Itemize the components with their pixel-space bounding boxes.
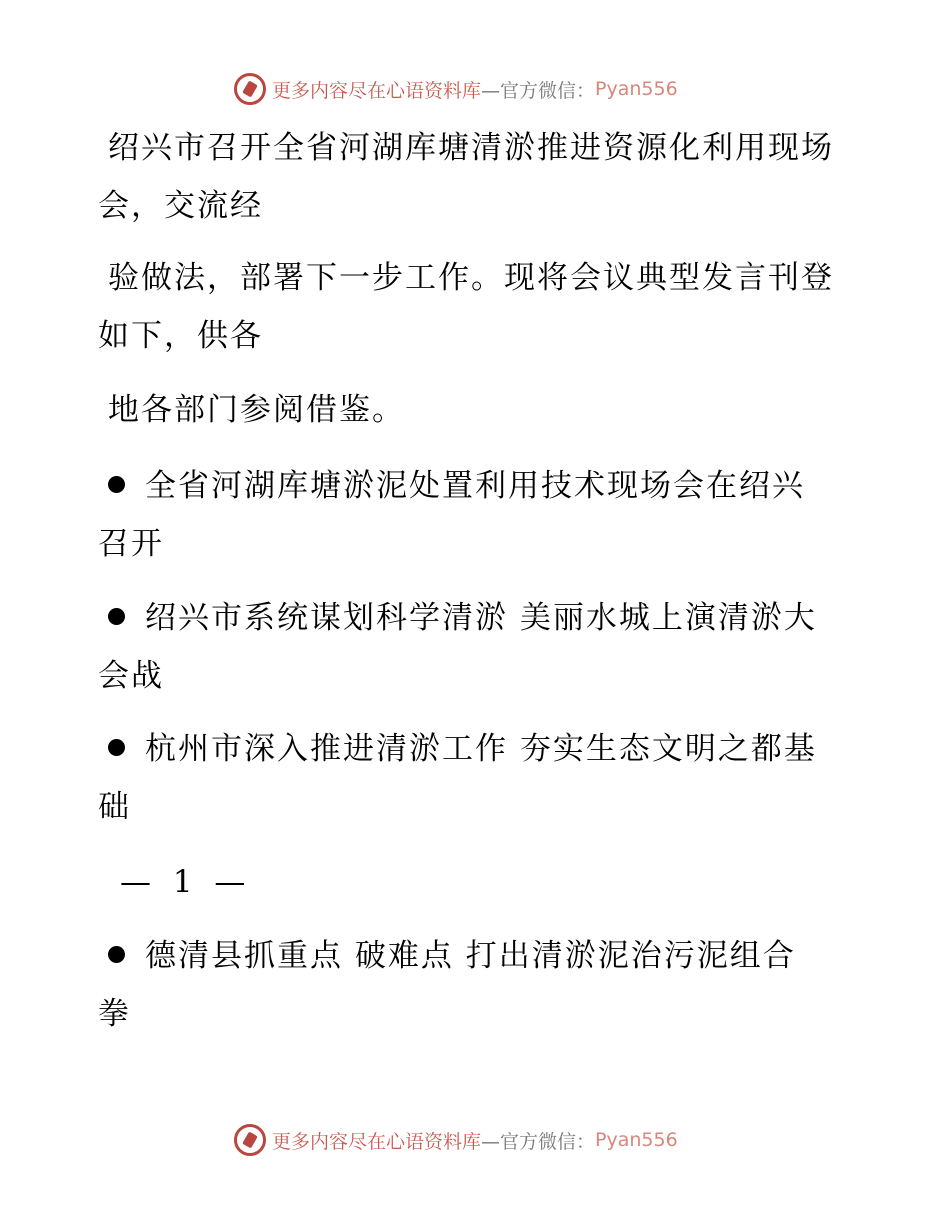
watermark-separator: —官方微信： [481, 79, 596, 102]
list-item [108, 731, 817, 767]
pen-logo-icon [234, 73, 266, 105]
bullet-icon [108, 608, 125, 625]
list-item [108, 600, 817, 636]
list-item-text: 绍兴市系统谋划科学清淤 美丽水城上演清淤大 [145, 600, 817, 636]
paragraph-line: 验做法，部署下一步工作。现将会议典型发言刊登 [108, 260, 834, 296]
watermark-separator: —官方微信： [481, 1130, 596, 1153]
list-item-continuation: 会战 [98, 658, 164, 694]
paragraph-line: 绍兴市召开全省河湖库塘清淤推进资源化利用现场 [108, 130, 834, 166]
list-item-text: 全省河湖库塘淤泥处置利用技术现场会在绍兴 [145, 468, 805, 504]
pen-logo-icon [234, 1124, 266, 1156]
list-item-text: 杭州市深入推进清淤工作 夯实生态文明之都基 [145, 731, 817, 767]
bullet-icon [108, 476, 125, 493]
watermark-wechat-id: Pyan556 [595, 78, 678, 100]
list-item-continuation: 拳 [98, 996, 131, 1032]
header-watermark [234, 73, 678, 105]
bullet-icon [108, 946, 125, 963]
paragraph-line: 地各部门参阅借鉴。 [108, 392, 405, 428]
paragraph-line-continuation: 会，交流经 [98, 188, 263, 224]
paragraph-line-continuation: 如下，供各 [98, 318, 263, 354]
watermark-brand: 更多内容尽在心语资料库 [272, 79, 482, 102]
list-item [108, 468, 805, 504]
watermark-wechat-id: Pyan556 [595, 1129, 678, 1151]
list-item [108, 938, 796, 974]
list-item-continuation: 础 [98, 789, 131, 825]
footer-watermark [234, 1124, 678, 1156]
page-number: — 1 — [120, 864, 248, 900]
list-item-continuation: 召开 [98, 526, 164, 562]
list-item-text: 德清县抓重点 破难点 打出清淤泥治污泥组合 [145, 938, 796, 974]
watermark-brand: 更多内容尽在心语资料库 [272, 1130, 482, 1153]
bullet-icon [108, 739, 125, 756]
